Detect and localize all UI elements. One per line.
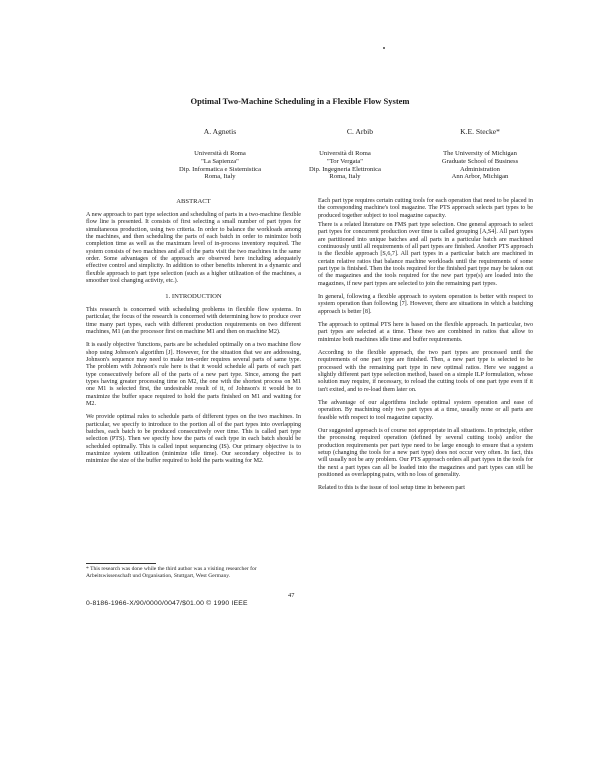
left-column bbox=[86, 198, 301, 472]
right-column bbox=[318, 198, 533, 498]
body-paragraph: There is a related literature on FMS part type selection. One general approach to select part types for concurrent production over time is called grouping [A,S4]. All part types are partitioned into unique batches and all parts in a particular batch are machined continuously until all requirements of all part types are finished. Another PTS approach is the flexible approach [S,6,7]. All part types in a particular batch are machined in certain relative ratios that balance machine workloads until the requirements of some part type is finished. Then the tools required for the finished part type may be taken out of the magazines and the tools required for the new part type(s) are loaded into the magazines, if new part types are selected to join the remaining part types. bbox=[318, 221, 533, 287]
footnote: * This research was done while the third author was a visiting researcher for Arbeitswissenschaft und Organisation, Stuttgart, West Germany. bbox=[86, 566, 257, 579]
body-paragraph: Related to this is the issue of tool setup time in between part bbox=[318, 485, 465, 492]
body-paragraph: The advantage of our algorithms include optimal system operation and ease of operation. By machining only two part types at a time, usually none or all parts are feasible with respect to tool magazine capacity. bbox=[318, 399, 533, 421]
abstract-text: A new approach to part type selection and scheduling of parts in a two-machine flexible flow line is presented. It consists of first selecting a small number of part types for simultaneous production, using two criteria. In order to balance the workloads among the machines, and then scheduling the parts of each batch in order to minimize both completion time as well as the maximum level of in-process inventory required. The system consists of two machines and all of the parts visit the two machines in the same order. Some advantages of the approach are observed here including adequately effective control and simplicity. In addition to other benefits inherent in a dynamic and flexible approach to part type selection (such as a higher utilization of the machines, a smoother tool changing activity, etc.). bbox=[86, 211, 301, 284]
author-affiliation: The University of Michigan Graduate School of Business Administration Ann Arbor, Michigan bbox=[441, 150, 519, 181]
body-paragraph: Our suggested approach is of course not appropriate in all situations. In principle, either the processing required operation (defined by several cutting tools) and/or the production requirements per part type need to be large enough to ensure that a system setup (changing the tools for a new part type) does not occur very often. In fact, this will usually not be any problem. Our PTS approach orders all part types in the tools for the next a part types can all be loaded into the magazines and part types can still be positioned as overlapping pairs, with no loss of generality. bbox=[318, 427, 533, 478]
body-paragraph: The approach to optimal PTS here is based on the flexible approach. In particular, two part types are selected at a time. These two are combined in ratios that allow to minimize both machines idle time and buffer requirements. bbox=[318, 321, 533, 343]
author-affiliation: Università di Roma "Tor Vergata" Dip. Ingegneria Elettronica Roma, Italy bbox=[309, 150, 381, 181]
speck-mark bbox=[383, 47, 385, 49]
footnote-rule bbox=[86, 563, 156, 564]
body-paragraph: Each part type requires certain cutting tools for each operation that need to be placed in the corresponding machine's tool magazine. The PTS approach selects part types to be produced together subject to tool magazine capacity. bbox=[318, 198, 533, 219]
author-name: A. Agnetis bbox=[203, 127, 237, 136]
author-name: C. Arbib bbox=[346, 127, 374, 136]
author-name: K.E. Stecke* bbox=[460, 127, 500, 136]
paper-title: Optimal Two-Machine Scheduling in a Flexible Flow System bbox=[190, 96, 410, 106]
copyright-line: 0-8186-1966-X/90/0000/0047/$01.00 © 1990 IEEE bbox=[86, 600, 248, 607]
page-number: 47 bbox=[288, 592, 295, 599]
body-paragraph: According to the flexible approach, the two part types are processed until the requirements of one part type are finished. Then, a new part type is selected to be processed with the remaining part type in new optimal ratios. Here we suggest a slightly different part type selection method, based on a simple ILP formulation, whose solution may require, if necessary, to reload the cutting tools of one part type even if it isn't exited, and to re-load them later on. bbox=[318, 349, 533, 393]
author-affiliation: Università di Roma "La Sapienza" Dip. Informatica e Sistemistica Roma, Italy bbox=[178, 150, 262, 181]
body-paragraph: It is easily objective 'functions, parts are be scheduled optimally on a two machine flow shop using Johnson's algorithm [J]. However, for the situation that we are addressing, Johnson's sequence may need to make ten-order requires several parts of same type. The problem with Johnson's rule here is that it would schedule all parts of each part type consecutively before all of the parts of a new part type. Since, among the part types having greater processing time on M2, the one with the shortest process on M1 one M1 is selected first, the undesirable result of it, of Johnson's it would be to maximize the buffer space required to hold the parts finished on M1 and waiting for M2. bbox=[86, 342, 301, 408]
body-paragraph: In general, following a flexible approach to system operation is better with respect to system operation than following [7]. However, there are situations in which a batching approach is better [8]. bbox=[318, 293, 533, 315]
body-paragraph: We provide optimal rules to schedule parts of different types on the two machines. In particular, we specify to introduce to the portion all of the part types into overlapping batches, each batch to be produced consecutively over time. This is called part type selection (PTS). Then we specify how the parts of each type in each batch should be scheduled optimally. This is called input sequencing (IS). Our primary objective is to maximize system utilization (minimize idle time). Our secondary objective is to minimize the size of the buffer required to hold the parts waiting for M2. bbox=[86, 414, 301, 465]
section-heading: 1. INTRODUCTION bbox=[165, 293, 222, 301]
body-paragraph: This research is concerned with scheduling problems in flexible flow systems. In particular, the focus of the research is concerned with determining how to produce over time many part types, each with different production requirements on two different machines, M1 (an the processor first on machine M1 and then on machine M2). bbox=[86, 307, 301, 336]
abstract-heading: ABSTRACT bbox=[176, 198, 211, 205]
